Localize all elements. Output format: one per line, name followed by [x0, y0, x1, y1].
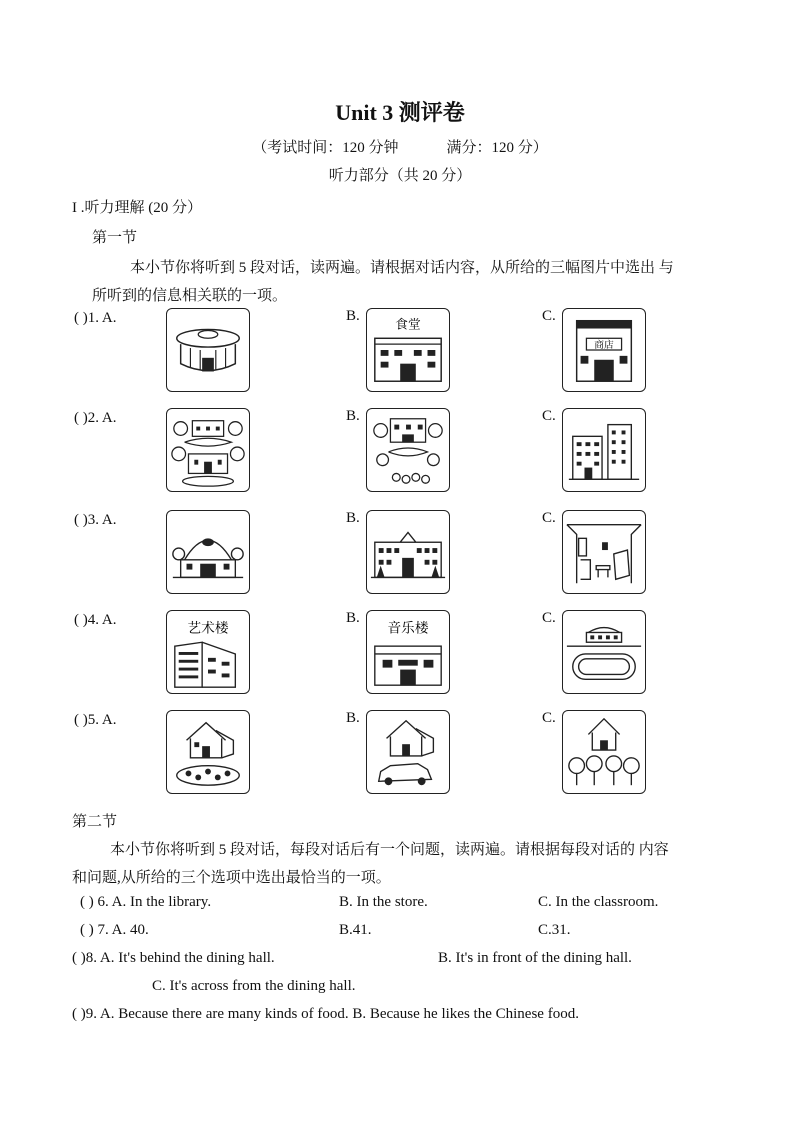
q7-option-a: ( ) 7. A. 40. [80, 922, 149, 938]
office-towers-icon [563, 409, 645, 491]
section-heading: I .听力理解 (20 分） [72, 200, 202, 216]
q3-option-c-picture[interactable] [562, 510, 646, 594]
q5-option-b-picture[interactable] [366, 710, 450, 794]
q2-number: ( )2. A. [74, 410, 117, 426]
q1-option-c-picture[interactable] [562, 308, 646, 392]
q7-option-b: B.41. [339, 922, 372, 938]
q4-option-c-picture[interactable] [562, 610, 646, 694]
part2-label: 第二节 [72, 814, 118, 830]
q1-option-b-picture[interactable] [366, 308, 450, 392]
q3-option-b-picture[interactable] [366, 510, 450, 594]
music-building-icon [367, 611, 449, 693]
q3-option-a-picture[interactable] [166, 510, 250, 594]
house-trees-icon [563, 711, 645, 793]
q2-option-c-label: C. [542, 408, 556, 424]
q6-option-b: B. In the store. [339, 894, 428, 910]
q5-option-c-picture[interactable] [562, 710, 646, 794]
library-garden-2-icon [367, 409, 449, 491]
q8-option-a: ( )8. A. It's behind the dining hall. [72, 950, 275, 966]
q4-b-sign: 音乐楼 [387, 620, 429, 637]
listening-header: 听力部分（共 20 分） [328, 168, 472, 184]
house-car-icon [367, 711, 449, 793]
q4-option-b-picture[interactable] [366, 610, 450, 694]
q1-number: ( )1. A. [74, 310, 117, 326]
q1-b-sign: 食堂 [395, 316, 421, 332]
q3-option-c-label: C. [542, 510, 556, 526]
art-building-icon [167, 611, 249, 693]
store-building-icon [563, 309, 645, 391]
q8-option-c: C. It's across from the dining hall. [152, 978, 356, 994]
living-room-icon [563, 511, 645, 593]
q5-number: ( )5. A. [74, 712, 117, 728]
q3-option-b-label: B. [346, 510, 360, 526]
q6-option-a: ( ) 6. A. In the library. [80, 894, 212, 910]
q5-option-b-label: B. [346, 710, 360, 726]
q3-number: ( )3. A. [74, 512, 117, 528]
page-title: Unit 3 测评卷 [335, 100, 465, 125]
part2-instruction-1: 本小节你将听到 5 段对话，每段对话后有一个问题，读两遍。请根据每段对话的 内容 [110, 842, 669, 858]
q4-number: ( )4. A. [74, 612, 117, 628]
q9-options: ( )9. A. Because there are many kinds of food. B. Because he likes the Chinese food. [72, 1006, 579, 1022]
q1-option-a-picture[interactable] [166, 308, 250, 392]
q2-option-b-picture[interactable] [366, 408, 450, 492]
q4-option-b-label: B. [346, 610, 360, 626]
q2-option-b-label: B. [346, 408, 360, 424]
q7-option-c: C.31. [538, 922, 571, 938]
q6-option-c: C. In the classroom. [538, 894, 659, 910]
dining-hall-icon [367, 309, 449, 391]
exam-score: 满分：120 分） [446, 140, 548, 156]
q4-option-a-picture[interactable] [166, 610, 250, 694]
exam-info [0, 136, 800, 157]
q8-option-b: B. It's in front of the dining hall. [438, 950, 632, 966]
q4-a-sign: 艺术楼 [187, 620, 229, 637]
q2-option-c-picture[interactable] [562, 408, 646, 492]
school-building-icon [367, 511, 449, 593]
gym-dome-icon [167, 511, 249, 593]
q1-option-b-label: B. [346, 308, 360, 324]
exam-time: （考试时间：120 分钟 [252, 140, 399, 156]
part1-label: 第一节 [92, 230, 138, 246]
q5-option-c-label: C. [542, 710, 556, 726]
q5-option-a-picture[interactable] [166, 710, 250, 794]
sports-field-icon [563, 611, 645, 693]
part1-instruction-2: 所听到的信息相关联的一项。 [92, 288, 288, 304]
dome-building-icon [167, 309, 249, 391]
q2-option-a-picture[interactable] [166, 408, 250, 492]
q1-option-c-label: C. [542, 308, 556, 324]
q1-c-sign: 商店 [594, 340, 614, 352]
library-garden-icon [167, 409, 249, 491]
q4-option-c-label: C. [542, 610, 556, 626]
house-garden-icon [167, 711, 249, 793]
part1-instruction-1: 本小节你将听到 5 段对话，读两遍。请根据对话内容，从所给的三幅图片中选出 与 [130, 260, 674, 276]
part2-instruction-2: 和问题,从所给的三个选项中选出最恰当的一项。 [72, 870, 391, 886]
